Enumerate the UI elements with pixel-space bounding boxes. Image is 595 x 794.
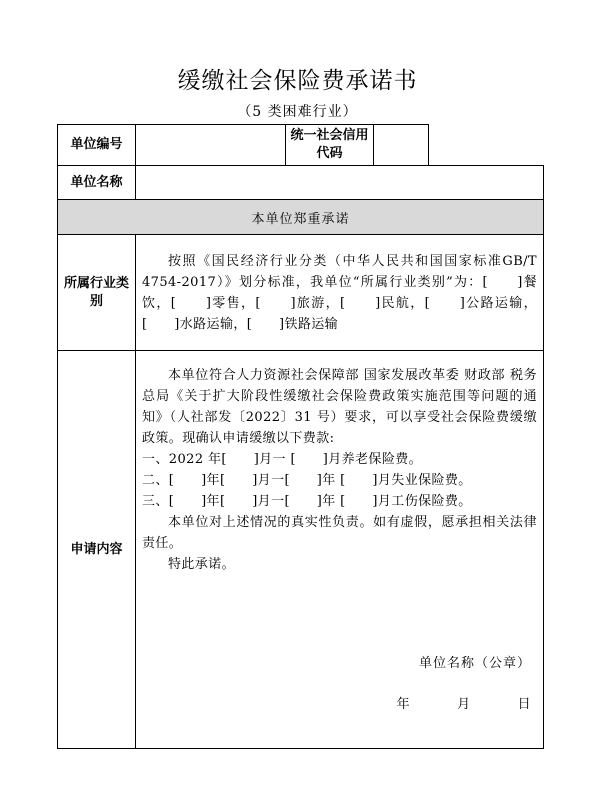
industry-text: 按照《国民经济行业分类（中华人民共和国国家标准GB/T 4754-2017）》划分标准，我单位“所属行业类别”为：[ ]餐饮，[ ]零售，[ ]旅游，[ ]民航，[ ]公路运输，[ ]水路运输，[ ]铁路运输 [142,253,537,332]
apply-content [136,351,544,749]
industry-content [136,235,544,351]
apply-item-unemployment: 二、[ ]年[ ]月一[ ]年 [ ]月失业保险费。 [142,473,472,488]
apply-item-pension: 一、2022 年[ ]月一 [ ]月养老保险费。 [142,452,423,467]
document-title: 缓缴社会保险费承诺书 [177,68,418,94]
industry-label: 所属行业类别 [58,235,136,351]
signature-date [142,694,531,715]
pledge-header: 本单位郑重承诺 [58,200,544,235]
pledge-header-row [58,200,544,235]
unit-name-label: 单位名称 [58,166,136,200]
industry-row [58,235,544,351]
apply-label: 申请内容 [58,351,136,749]
apply-truth-statement: 本单位对上述情况的真实性负责。如有虚假，愿承担相关法律责任。 [142,515,537,551]
unit-name-row [58,166,544,200]
date-month-label: 月 [457,697,471,712]
apply-item-injury: 三、[ ]年[ ]月一[ ]年 [ ]月工伤保险费。 [142,494,472,509]
unit-number-field[interactable] [136,125,286,166]
unit-number-row [58,125,544,166]
credit-code-field[interactable] [374,125,429,166]
date-day-label: 日 [517,697,531,712]
unit-name-field[interactable] [136,166,544,200]
document-subtitle: （5 类困难行业） [237,104,358,120]
signature-unit-seal: 单位名称（公章） [418,656,531,671]
signature-block [142,653,537,715]
unit-number-label: 单位编号 [58,125,136,166]
blank-cell [429,125,544,166]
commitment-form-table [57,124,544,749]
credit-code-label: 统一社会信用代码 [286,125,374,166]
apply-closing: 特此承诺。 [168,557,236,572]
apply-row [58,351,544,749]
date-year-label: 年 [396,697,410,712]
apply-intro: 本单位符合人力资源社会保障部 国家发展改革委 财政部 税务总局《关于扩大阶段性缓缴社会保险费政策实施范围等问题的通知》（人社部发〔2022〕31 号）要求，可以享受社会保险费缓缴政策。现确认申请缓缴以下费款: [142,368,537,446]
